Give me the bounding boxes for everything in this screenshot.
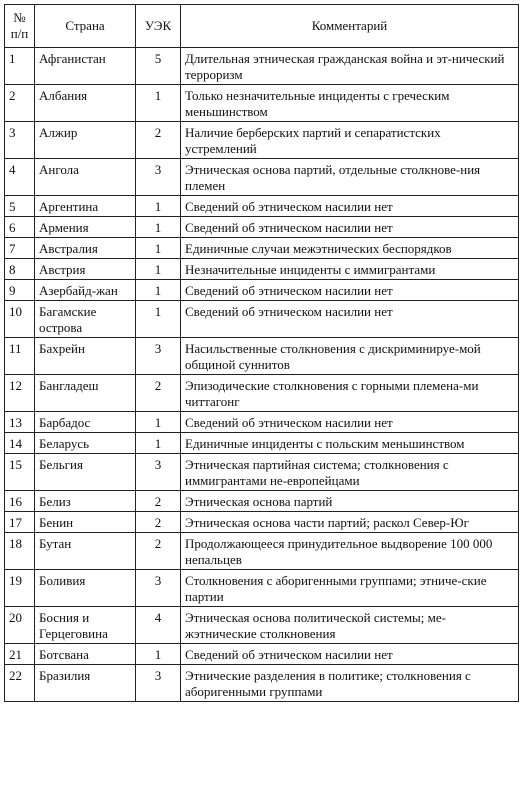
row-comment: Единичные случаи межэтнических беспорядков — [181, 238, 519, 259]
row-index: 1 — [136, 301, 181, 338]
table-row — [5, 375, 519, 412]
row-country: Босния и Герцеговина — [35, 607, 136, 644]
row-index: 2 — [136, 491, 181, 512]
row-index: 1 — [136, 280, 181, 301]
row-comment: Незначительные инциденты с иммигрантами — [181, 259, 519, 280]
row-comment: Наличие берберских партий и сепаратистских устремлений — [181, 122, 519, 159]
row-comment: Сведений об этническом насилии нет — [181, 412, 519, 433]
row-index: 2 — [136, 533, 181, 570]
table-row — [5, 533, 519, 570]
row-comment: Этническая партийная система; столкновения с иммигрантами не-европейцами — [181, 454, 519, 491]
row-comment: Этническая основа политической системы; ме-жэтнические столкновения — [181, 607, 519, 644]
row-number: 11 — [5, 338, 35, 375]
row-number: 20 — [5, 607, 35, 644]
row-index: 1 — [136, 644, 181, 665]
table-row — [5, 644, 519, 665]
row-country: Албания — [35, 85, 136, 122]
row-country: Бутан — [35, 533, 136, 570]
row-country: Ботсвана — [35, 644, 136, 665]
row-number: 22 — [5, 665, 35, 702]
row-number: 21 — [5, 644, 35, 665]
row-index: 3 — [136, 338, 181, 375]
header-number-line1: № — [13, 10, 26, 25]
row-number: 13 — [5, 412, 35, 433]
row-index: 2 — [136, 512, 181, 533]
row-comment: Сведений об этническом насилии нет — [181, 217, 519, 238]
row-index: 1 — [136, 238, 181, 259]
table-row — [5, 570, 519, 607]
row-country: Бельгия — [35, 454, 136, 491]
row-index: 3 — [136, 665, 181, 702]
row-index: 1 — [136, 259, 181, 280]
row-index: 3 — [136, 159, 181, 196]
table-row — [5, 412, 519, 433]
row-index: 5 — [136, 48, 181, 85]
row-index: 1 — [136, 217, 181, 238]
row-index: 4 — [136, 607, 181, 644]
row-index: 2 — [136, 375, 181, 412]
table-header-row — [5, 5, 519, 48]
row-index: 1 — [136, 196, 181, 217]
table-row — [5, 159, 519, 196]
row-index: 3 — [136, 454, 181, 491]
table-row — [5, 85, 519, 122]
row-comment: Продолжающееся принудительное выдворение 100 000 непальцев — [181, 533, 519, 570]
row-country: Беларусь — [35, 433, 136, 454]
row-comment: Длительная этническая гражданская война и эт-нический терроризм — [181, 48, 519, 85]
row-country: Армения — [35, 217, 136, 238]
header-number — [5, 5, 35, 48]
row-number: 7 — [5, 238, 35, 259]
table-row — [5, 280, 519, 301]
table-row — [5, 454, 519, 491]
row-number: 16 — [5, 491, 35, 512]
row-country: Аргентина — [35, 196, 136, 217]
table-row — [5, 665, 519, 702]
table-row — [5, 301, 519, 338]
row-number: 14 — [5, 433, 35, 454]
row-comment: Сведений об этническом насилии нет — [181, 644, 519, 665]
row-number: 2 — [5, 85, 35, 122]
row-country: Ангола — [35, 159, 136, 196]
row-number: 9 — [5, 280, 35, 301]
row-country: Азербайд-жан — [35, 280, 136, 301]
row-comment: Насильственные столкновения с дискриминируе-мой общиной суннитов — [181, 338, 519, 375]
header-country: Страна — [35, 5, 136, 48]
row-number: 10 — [5, 301, 35, 338]
row-index: 2 — [136, 122, 181, 159]
row-country: Бенин — [35, 512, 136, 533]
row-number: 4 — [5, 159, 35, 196]
table-row — [5, 238, 519, 259]
row-number: 6 — [5, 217, 35, 238]
table-row — [5, 122, 519, 159]
row-country: Белиз — [35, 491, 136, 512]
row-country: Бразилия — [35, 665, 136, 702]
table-row — [5, 512, 519, 533]
row-comment: Этнические разделения в политике; столкновения с аборигенными группами — [181, 665, 519, 702]
row-index: 1 — [136, 412, 181, 433]
row-number: 3 — [5, 122, 35, 159]
table-row — [5, 48, 519, 85]
row-number: 8 — [5, 259, 35, 280]
table-row — [5, 259, 519, 280]
row-index: 1 — [136, 433, 181, 454]
row-country: Бахрейн — [35, 338, 136, 375]
row-index: 1 — [136, 85, 181, 122]
row-country: Австралия — [35, 238, 136, 259]
row-comment: Сведений об этническом насилии нет — [181, 196, 519, 217]
row-number: 1 — [5, 48, 35, 85]
row-comment: Этническая основа части партий; раскол Север-Юг — [181, 512, 519, 533]
row-country: Барбадос — [35, 412, 136, 433]
row-number: 19 — [5, 570, 35, 607]
row-comment: Только незначительные инциденты с греческим меньшинством — [181, 85, 519, 122]
table-row — [5, 607, 519, 644]
row-comment: Столкновения с аборигенными группами; этниче-ские партии — [181, 570, 519, 607]
table-row — [5, 433, 519, 454]
row-country: Австрия — [35, 259, 136, 280]
row-comment: Сведений об этническом насилии нет — [181, 280, 519, 301]
row-number: 17 — [5, 512, 35, 533]
row-country: Боливия — [35, 570, 136, 607]
row-country: Афганистан — [35, 48, 136, 85]
row-comment: Эпизодические столкновения с горными племена-ми читтагонг — [181, 375, 519, 412]
row-number: 15 — [5, 454, 35, 491]
header-comment: Комментарий — [181, 5, 519, 48]
row-index: 3 — [136, 570, 181, 607]
ethnic-conflict-table — [4, 4, 519, 702]
header-number-line2: п/п — [10, 26, 29, 41]
row-number: 5 — [5, 196, 35, 217]
row-comment: Этническая основа партий — [181, 491, 519, 512]
row-country: Бангладеш — [35, 375, 136, 412]
row-comment: Сведений об этническом насилии нет — [181, 301, 519, 338]
row-comment: Этническая основа партий, отдельные столкнове-ния племен — [181, 159, 519, 196]
table-row — [5, 491, 519, 512]
row-number: 12 — [5, 375, 35, 412]
table-row — [5, 338, 519, 375]
row-comment: Единичные инциденты с польским меньшинством — [181, 433, 519, 454]
row-number: 18 — [5, 533, 35, 570]
table-row — [5, 217, 519, 238]
row-country: Багамские острова — [35, 301, 136, 338]
table-row — [5, 196, 519, 217]
row-country: Алжир — [35, 122, 136, 159]
header-index: УЭК — [136, 5, 181, 48]
